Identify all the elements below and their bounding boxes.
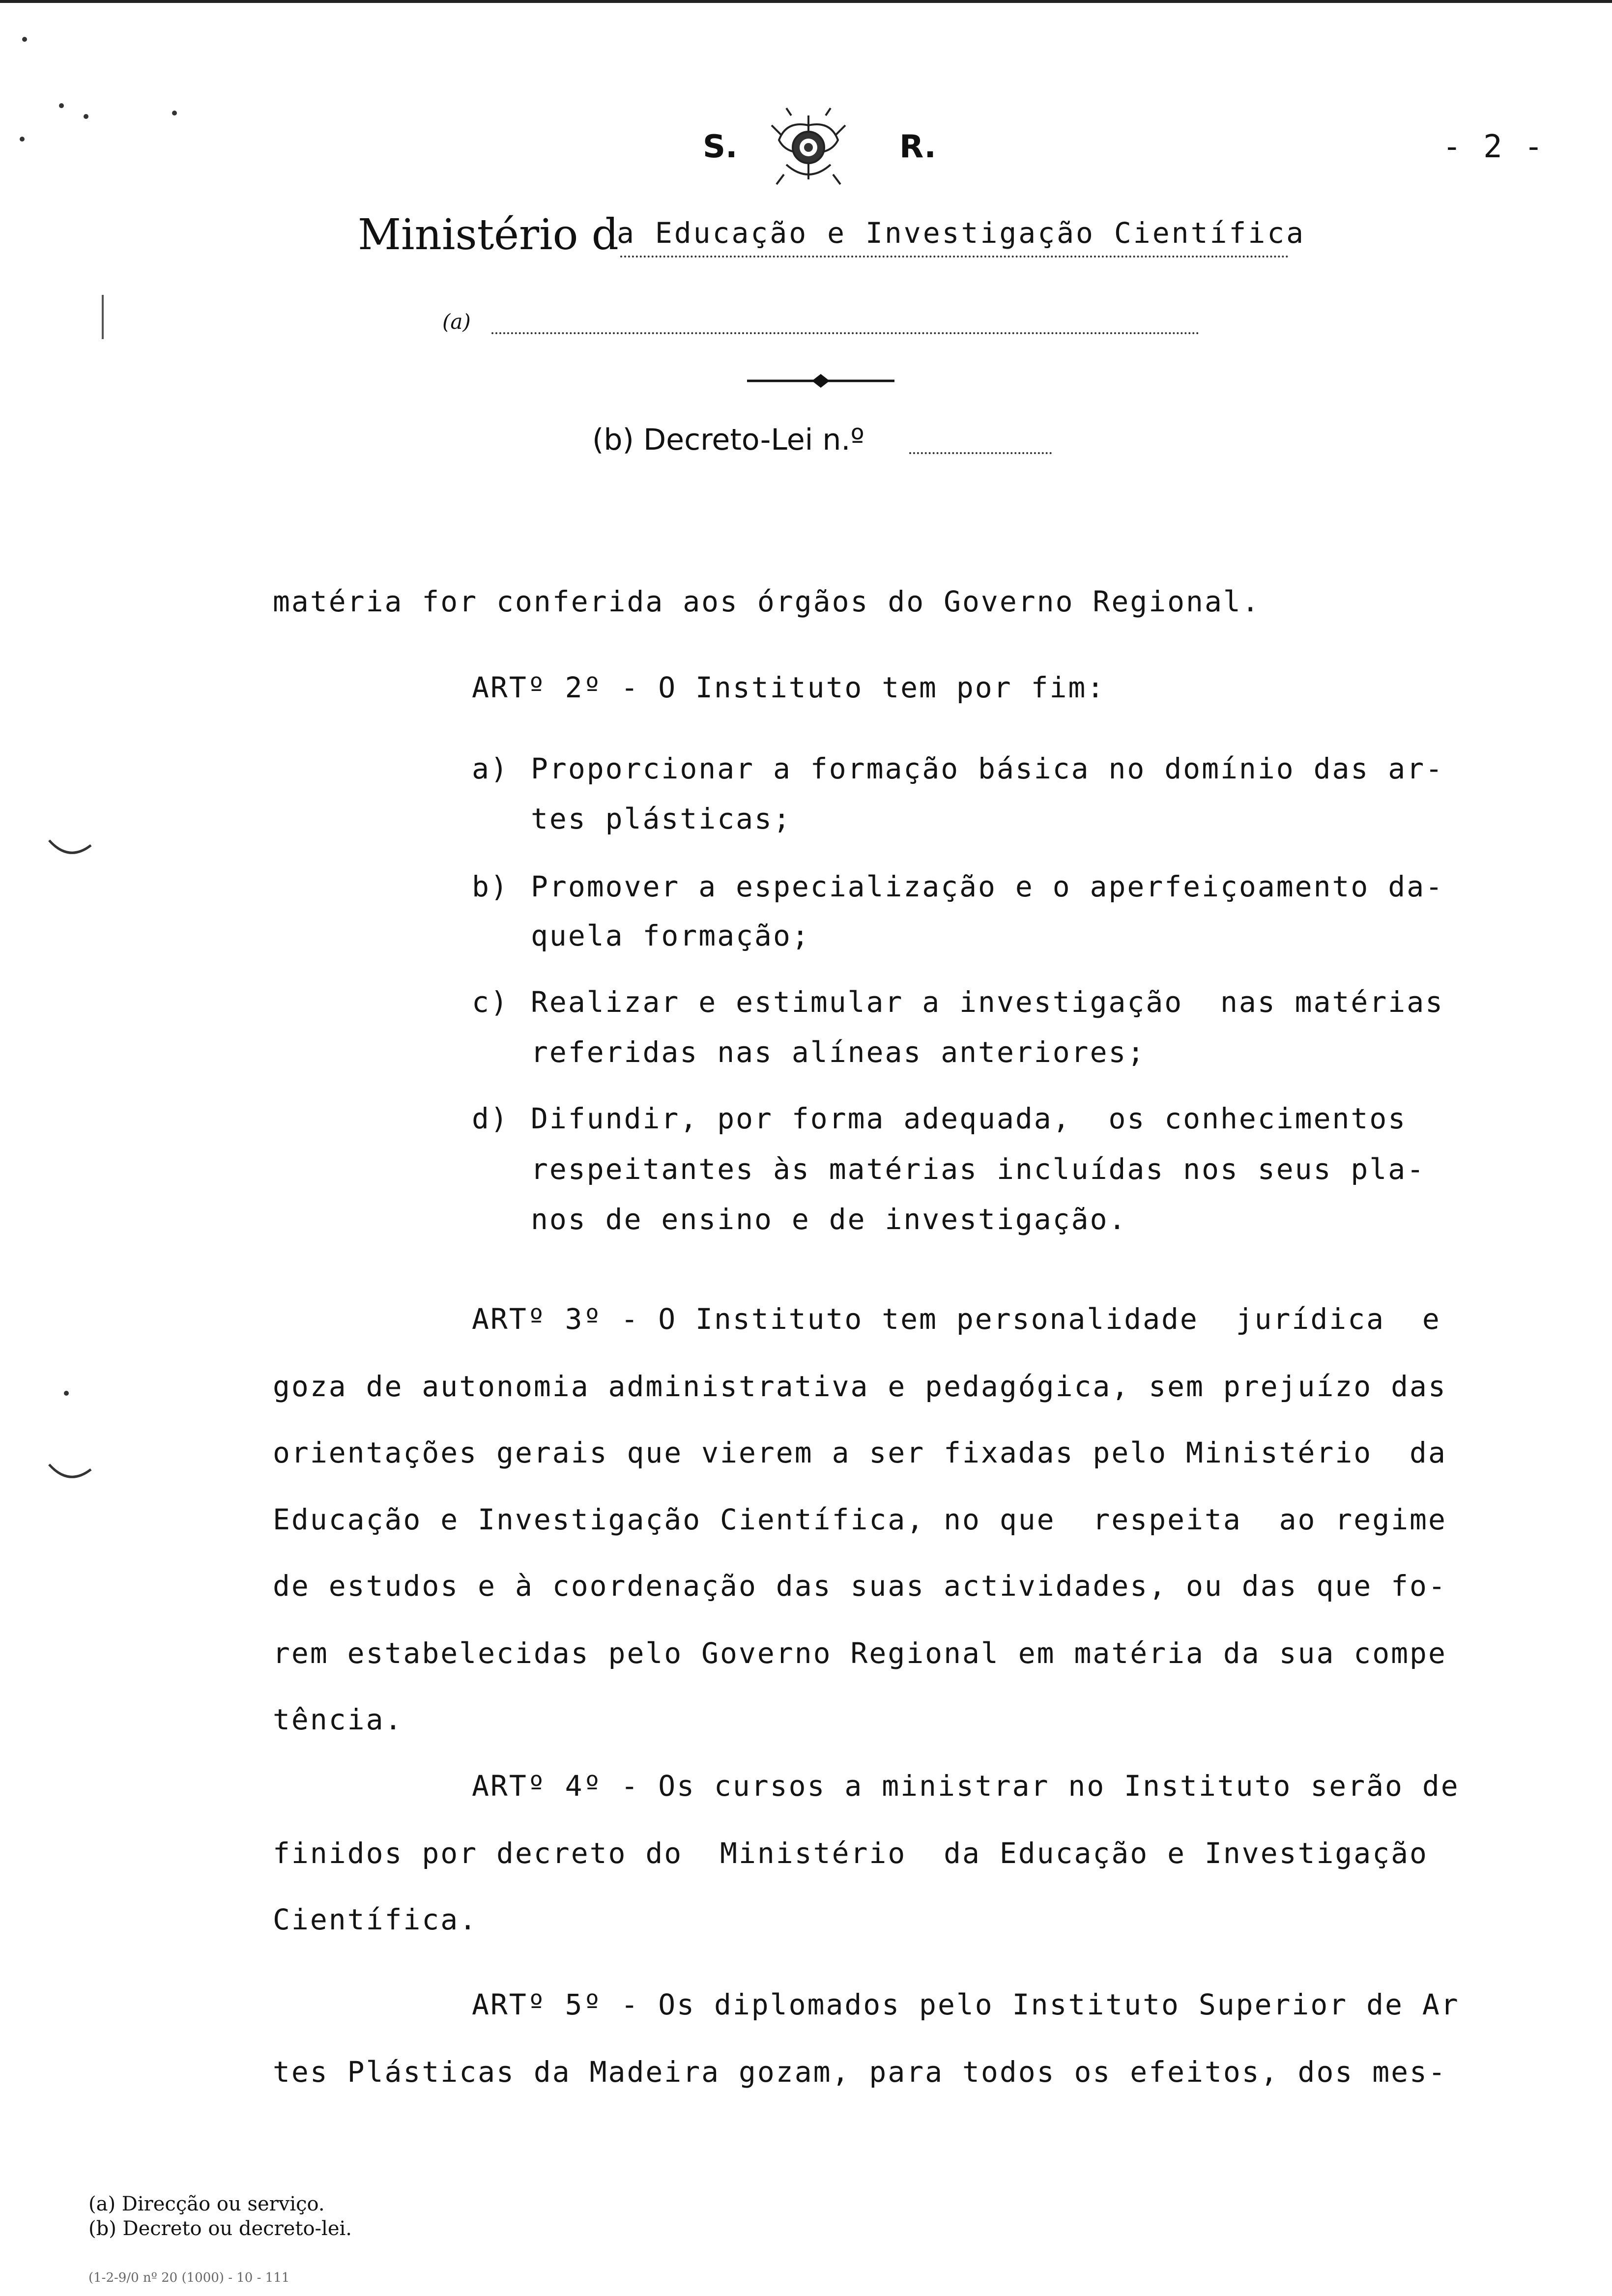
ministry-label: Ministério d: [358, 210, 619, 259]
art2-item-a-line: tes plásticas;: [531, 802, 792, 835]
art3-line: rem estabelecidas pelo Governo Regional em matéria da sua compe: [273, 1636, 1447, 1670]
line-a-marker: (a): [442, 310, 471, 334]
scan-speck: [22, 37, 27, 42]
scan-margin-line: [102, 295, 104, 339]
coat-of-arms-icon: [767, 106, 850, 189]
ministry-dotted-line: [620, 256, 1289, 258]
art2-item-c-marker: c): [472, 985, 509, 1019]
line-a-dotted-line: [491, 332, 1199, 334]
art2-heading: ARTº 2º - O Instituto tem por fim:: [472, 671, 1106, 704]
header-right-initial: R.: [899, 129, 936, 165]
scan-speck: [59, 103, 64, 108]
art3-line: de estudos e à coordenação das suas actividades, ou das que fo-: [273, 1569, 1447, 1603]
art2-item-c-line: Realizar e estimular a investigação nas matérias: [531, 985, 1444, 1019]
scan-speck: [20, 137, 25, 142]
art2-item-d-marker: d): [472, 1102, 509, 1135]
art2-item-b-line: quela formação;: [531, 919, 810, 952]
footnote-b: (b) Decreto ou decreto-lei.: [88, 2217, 352, 2240]
art3-line: goza de autonomia administrativa e pedagógica, sem prejuízo das: [273, 1370, 1447, 1403]
art3-line: orientações gerais que vierem a ser fixadas pelo Ministério da: [273, 1436, 1447, 1469]
art5-line: ARTº 5º - Os diplomados pelo Instituto Superior de Ar: [472, 1988, 1460, 2021]
footnote-a: (a) Direcção ou serviço.: [88, 2193, 325, 2215]
art4-line: finidos por decreto do Ministério da Educação e Investigação: [273, 1837, 1428, 1870]
art4-line: ARTº 4º - Os cursos a ministrar no Instituto serão de: [472, 1769, 1460, 1803]
art2-item-b-marker: b): [472, 870, 509, 903]
art2-item-d-line: respeitantes às matérias incluídas nos seus pla-: [531, 1152, 1426, 1186]
scan-mark: [47, 1460, 96, 1494]
art3-line: tência.: [273, 1703, 403, 1736]
scan-mark: [47, 835, 96, 870]
scan-speck: [84, 114, 88, 119]
art2-item-d-line: Difundir, por forma adequada, os conhecimentos: [531, 1102, 1407, 1135]
art2-item-b-line: Promover a especialização e o aperfeiçoamento da-: [531, 870, 1444, 903]
header-left-initial: S.: [703, 129, 738, 165]
ministry-name: a Educação e Investigação Científica: [617, 216, 1306, 250]
decree-label: (b) Decreto-Lei n.º: [592, 423, 864, 457]
art3-line: Educação e Investigação Científica, no que respeita ao regime: [273, 1503, 1447, 1536]
ornament-divider: [747, 371, 894, 391]
art3-line: ARTº 3º - O Instituto tem personalidade jurídica e: [472, 1302, 1441, 1336]
art2-item-a-line: Proporcionar a formação básica no domínio das ar-: [531, 752, 1444, 785]
continuation-text: matéria for conferida aos órgãos do Governo Regional.: [273, 585, 1261, 618]
printer-line: (1-2-9/0 nº 20 (1000) - 10 - 111: [88, 2270, 290, 2285]
page-number: - 2 -: [1442, 129, 1545, 165]
decree-dotted-line: [909, 452, 1052, 454]
art2-item-a-marker: a): [472, 752, 509, 785]
top-border-line: [0, 0, 1612, 3]
scan-speck: [64, 1391, 69, 1396]
art5-line: tes Plásticas da Madeira gozam, para todos os efeitos, dos mes-: [273, 2055, 1447, 2089]
art2-item-c-line: referidas nas alíneas anteriores;: [531, 1035, 1146, 1069]
art4-line: Científica.: [273, 1903, 478, 1936]
art2-item-d-line: nos de ensino e de investigação.: [531, 1203, 1127, 1236]
scan-speck: [172, 111, 177, 115]
